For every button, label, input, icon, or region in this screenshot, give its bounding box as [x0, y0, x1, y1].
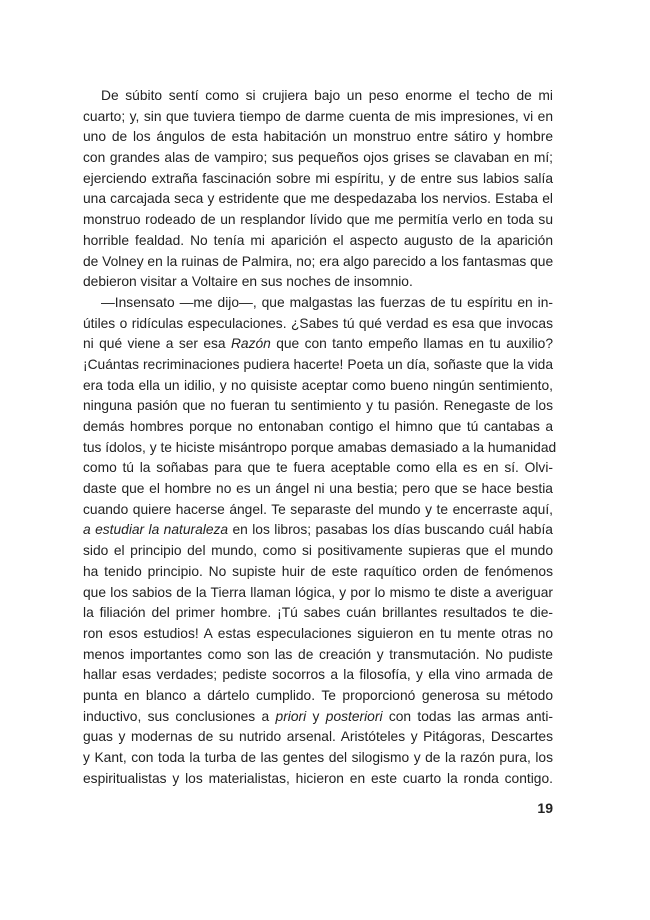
text-segment: demás hombres porque no entonaban contigo el himno que tú cantabas a	[83, 419, 553, 434]
text-segment: que los sabios de la Tierra llaman lógica, y por lo mismo te diste a averiguar	[83, 584, 553, 600]
text-line	[83, 707, 553, 728]
text-line	[83, 293, 553, 314]
text-segment: tus ídolos, y te hiciste misántropo porque amabas demasiado a la humanidad	[83, 439, 557, 455]
text-line	[83, 148, 553, 169]
text-segment: de Volney en la ruinas de Palmira, no; era algo parecido a los fantasmas que	[83, 253, 554, 269]
text-line	[83, 686, 553, 707]
text-segment: horrible fealdad. No tenía mi aparición el aspecto augusto de la aparición	[83, 232, 553, 248]
body-text	[83, 86, 557, 789]
text-segment: menos importantes como son las de creación y transmutación. No pudiste	[83, 646, 553, 662]
text-line	[83, 272, 553, 293]
text-line	[83, 169, 553, 190]
text-line	[83, 86, 553, 107]
text-line	[83, 252, 553, 273]
text-segment: cuando quiere hacerse ángel. Te separaste del mundo y te encerraste aquí,	[83, 501, 553, 517]
text-segment: ejerciendo extraña fascinación sobre mi espíritu, y de entre sus labios salía	[83, 170, 553, 186]
italic-text: posteriori	[325, 708, 383, 724]
text-segment: ha tenido principio. No supiste huir de este raquítico orden de fenómenos	[83, 563, 553, 579]
text-line	[83, 603, 553, 624]
text-line	[83, 479, 553, 500]
italic-text: Razón	[230, 336, 271, 352]
text-segment: espiritualistas y los materialistas, hicieron en este cuarto la ronda contigo.	[83, 770, 553, 786]
text-line	[83, 500, 553, 521]
text-line	[83, 355, 553, 376]
text-line	[83, 727, 553, 748]
text-segment: ¡Cuántas recriminaciones pudiera hacerte! Poeta un día, soñaste que la vida	[83, 356, 553, 372]
text-segment: sido el principio del mundo, como si positivamente supieras que el mundo	[83, 543, 553, 559]
text-segment: útiles o ridículas especulaciones. ¿Sabes tú qué verdad es esa que invocas	[83, 315, 553, 331]
text-line	[83, 417, 553, 438]
text-segment: hallar esas verdades; pediste socorros a la filosofía, y ella vino armada de	[83, 667, 553, 683]
text-segment: cuarto; y, sin que tuviera tiempo de darme cuenta de mis impresiones, vi en	[83, 108, 553, 124]
text-segment: como tú la soñabas para que te fuera aceptable como ella es en sí. Olvi-	[83, 460, 553, 476]
text-segment: guas y modernas de su nutrido arsenal. Aristóteles y Pitágoras, Descartes	[83, 729, 553, 745]
text-segment: ron esos estudios! A estas especulaciones siguieron en tu mente otras no	[83, 625, 553, 641]
text-line	[83, 107, 553, 128]
text-line	[83, 520, 553, 541]
text-segment: ni qué viene a ser esa	[83, 336, 231, 352]
text-segment: en los libros; pasabas los días buscando cuál había	[228, 522, 553, 538]
text-segment: con todas las armas anti-	[382, 708, 553, 724]
text-segment: daste que el hombre no es un ángel ni una bestia; pero que se hace bestia	[83, 481, 553, 497]
text-segment: que con tanto empeño llamas en tu auxilio?	[270, 336, 553, 352]
text-segment: la filiación del primer hombre. ¡Tú sabes cuán brillantes resultados te die-	[83, 605, 553, 621]
text-line	[83, 541, 553, 562]
text-segment: inductivo, sus conclusiones a	[83, 708, 276, 724]
text-segment: era toda ella un idilio, y no quisiste aceptar como bueno ningún sentimiento,	[83, 377, 553, 393]
text-line	[83, 458, 553, 479]
text-line	[83, 314, 553, 335]
text-segment: punta en blanco a dártelo cumplido. Te proporcionó generosa su método	[83, 687, 553, 703]
text-segment: y Kant, con toda la turba de las gentes del silogismo y de la razón pura, los	[83, 750, 553, 765]
text-line	[83, 624, 553, 645]
italic-text: priori	[275, 708, 307, 724]
text-line	[83, 665, 553, 686]
text-segment: y	[306, 708, 326, 724]
paragraph	[83, 293, 557, 790]
paragraph	[83, 86, 553, 293]
text-segment: ninguna pasión que no fueran tu sentimiento y tu pasión. Renegaste de los	[83, 398, 553, 414]
text-segment: una carcajada seca y estridente que me despedazaba los nervios. Estaba el	[83, 191, 553, 207]
text-segment: De súbito sentí como si crujiera bajo un peso enorme el techo de mi	[101, 88, 553, 103]
text-line	[83, 583, 553, 604]
text-line	[83, 127, 553, 148]
text-line	[83, 334, 553, 355]
text-line	[83, 396, 553, 417]
italic-text: a estudiar la naturaleza	[83, 522, 229, 538]
page-number: 19	[537, 800, 553, 816]
text-segment: debieron visitar a Voltaire en sus noches de insomnio.	[83, 274, 413, 290]
text-segment: —Insensato —me dijo—, que malgastas las fuerzas de tu espíritu en in-	[101, 294, 553, 310]
text-line	[83, 769, 553, 790]
text-line	[83, 231, 553, 252]
text-line	[83, 748, 553, 769]
text-line	[83, 376, 553, 397]
text-line	[83, 210, 553, 231]
text-line	[83, 189, 553, 210]
text-segment: con grandes alas de vampiro; sus pequeños ojos grises se clavaban en mí;	[83, 150, 553, 166]
text-line	[83, 562, 553, 583]
text-line	[83, 438, 557, 459]
text-line	[83, 645, 553, 666]
text-segment: monstruo rodeado de un resplandor lívido que me permitía verlo en toda su	[83, 212, 553, 228]
text-segment: uno de los ángulos de esta habitación un monstruo entre sátiro y hombre	[83, 129, 553, 145]
